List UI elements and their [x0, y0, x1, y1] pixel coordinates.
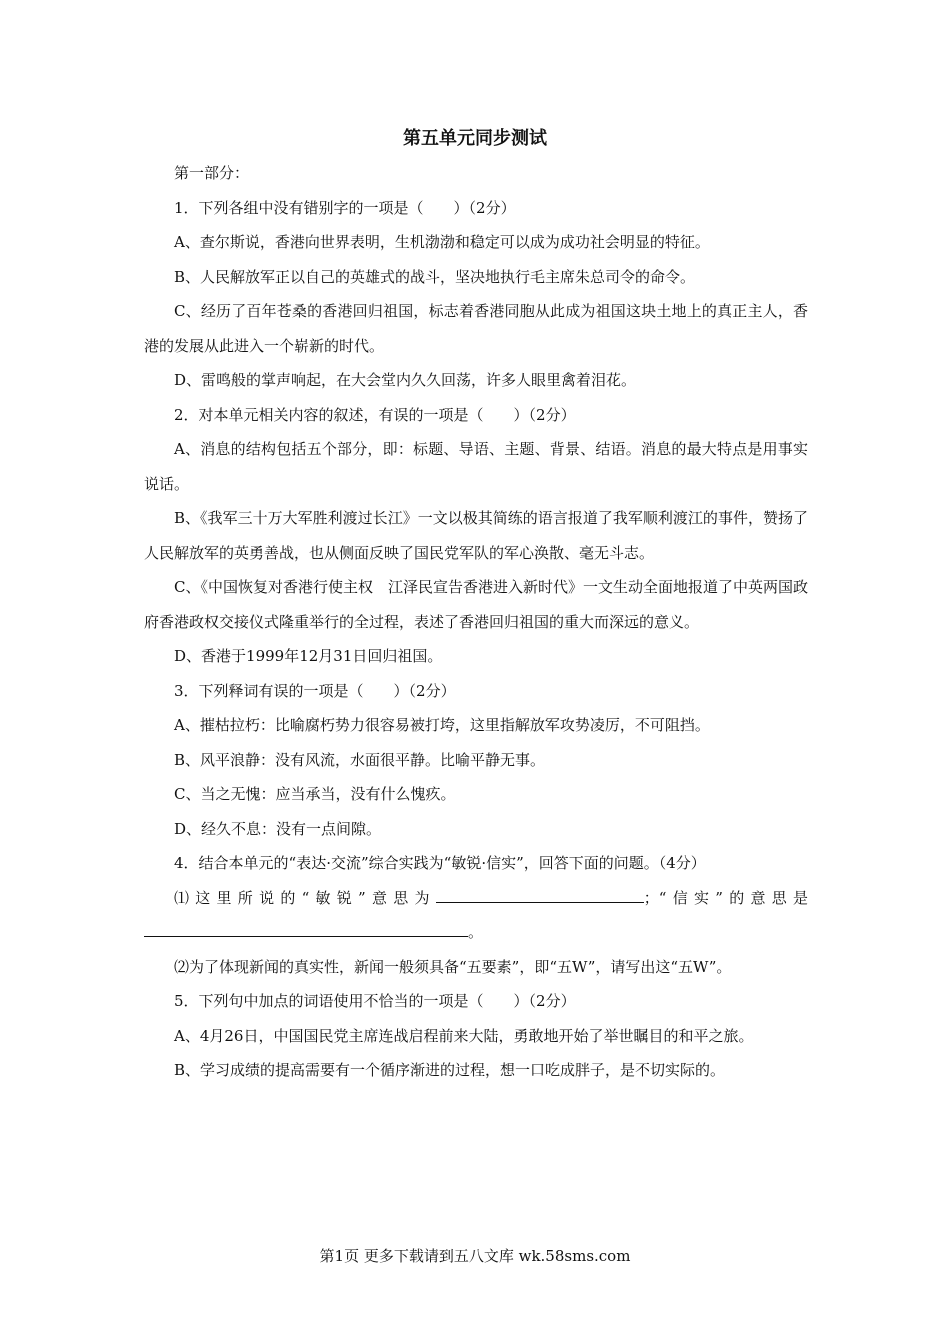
question-3-option-c: C、当之无愧：应当承当，没有什么愧疚。	[174, 785, 456, 803]
question-2-option-d: D、香港于1999年12月31日回归祖国。	[174, 647, 443, 665]
question-1-option-b: B、人民解放军正以自己的英雄式的战斗，坚决地执行毛主席朱总司令的命令。	[174, 267, 696, 286]
question-4-sub-1-prefix: ⑴这里所说的“敏锐”意思为	[174, 888, 436, 907]
question-4-sub-1-middle: ；“信实”的意思是	[643, 888, 808, 907]
question-2-option-b: B、《我军三十万大军胜利渡过长江》一文以极其简练的语言报道了我军顺利渡江的事件，赞扬了人民解放军的英勇善战，也从侧面反映了国民党军队的军心涣散、毫无斗志。	[144, 509, 808, 562]
question-1-stem: 1．下列各组中没有错别字的一项是（ ）（2分）	[174, 198, 516, 217]
question-2-option-a: A、消息的结构包括五个部分，即：标题、导语、主题、背景、结语。消息的最大特点是用事实说话。	[144, 440, 808, 493]
question-3-option-d: D、经久不息：没有一点间隙。	[174, 819, 382, 838]
answer-blank-2[interactable]	[144, 922, 468, 937]
question-4-stem: 4．结合本单元的“表达·交流”综合实践为“敏锐·信实”，回答下面的问题。（4分）	[174, 854, 706, 872]
question-3-stem: 3．下列释词有误的一项是（ ）（2分）	[174, 681, 456, 700]
question-4-sub-1	[144, 881, 808, 950]
question-5-stem: 5．下列句中加点的词语使用不恰当的一项是（ ）（2分）	[174, 992, 576, 1010]
question-1-option-a: A、查尔斯说，香港向世界表明，生机渤渤和稳定可以成为成功社会明显的特征。	[174, 233, 710, 251]
page-footer: 第1页 更多下载请到五八文库 wk.58sms.com	[319, 1247, 631, 1265]
part-heading: 第一部分：	[174, 164, 250, 182]
question-3-option-a: A、摧枯拉朽：比喻腐朽势力很容易被打垮，这里指解放军攻势凌厉，不可阻挡。	[174, 716, 710, 734]
answer-blank-1[interactable]	[436, 888, 644, 903]
question-5-option-b: B、学习成绩的提高需要有一个循序渐进的过程，想一口吃成胖子，是不切实际的。	[174, 1061, 726, 1079]
question-5-option-a: A、4月26日，中国国民党主席连战启程前来大陆，勇敢地开始了举世瞩目的和平之旅。	[174, 1026, 754, 1045]
document-title: 第五单元同步测试	[403, 128, 547, 149]
document-body	[144, 156, 808, 1088]
question-4-sub-1-end: 。	[468, 923, 484, 941]
question-4-sub-2: ⑵为了体现新闻的真实性，新闻一般须具备“五要素”，即“五W”，请写出这“五W”。	[174, 957, 732, 976]
question-3-option-b: B、风平浪静：没有风流，水面很平静。比喻平静无事。	[174, 750, 546, 769]
question-2-option-c: C、《中国恢复对香港行使主权 江泽民宣告香港进入新时代》一文生动全面地报道了中英两国政府香港政权交接仪式隆重举行的全过程，表述了香港回归祖国的重大而深远的意义。	[144, 578, 808, 631]
question-2-stem: 2．对本单元相关内容的叙述，有误的一项是（ ）（2分）	[174, 405, 576, 424]
question-1-option-c: C、经历了百年苍桑的香港回归祖国，标志着香港同胞从此成为祖国这块土地上的真正主人，香港的发展从此进入一个崭新的时代。	[144, 302, 808, 355]
question-1-option-d: D、雷鸣般的掌声响起，在大会堂内久久回荡，许多人眼里禽着泪花。	[174, 371, 637, 389]
